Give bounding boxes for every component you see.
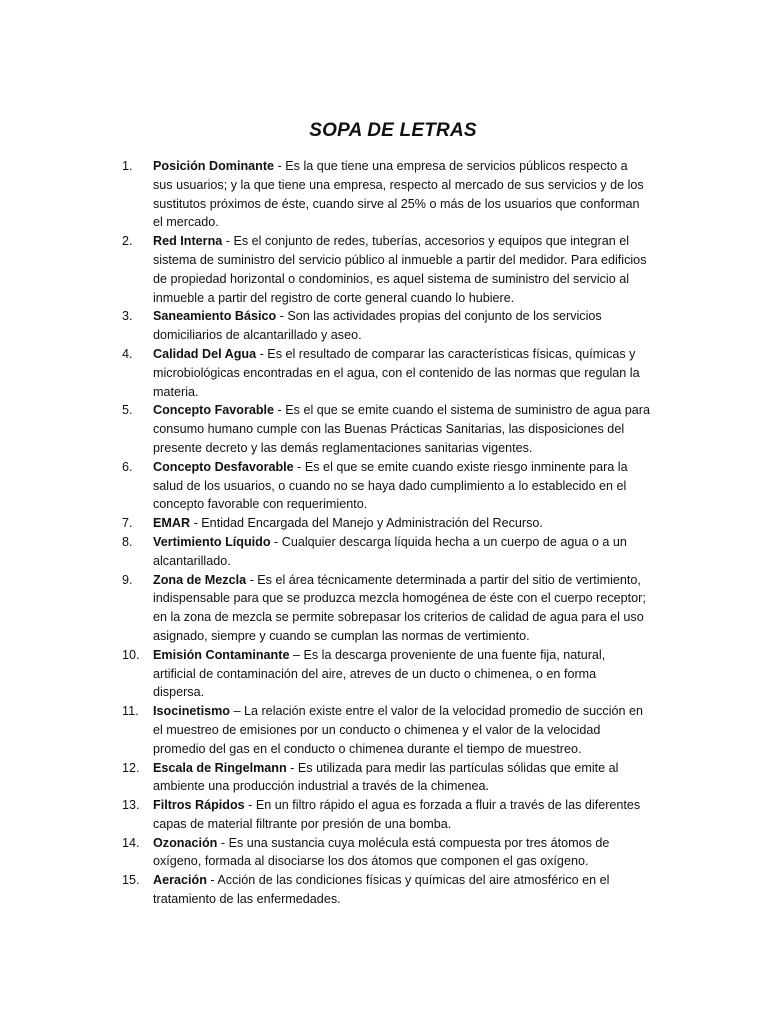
item-number: 7. <box>122 516 133 531</box>
item-number: 13. <box>122 798 140 813</box>
item-term: Isocinetismo <box>153 704 230 719</box>
item-definition: - Es utilizada para medir las partículas sólidas que emite al ambiente una producción industrial a través de la chimenea. <box>153 760 619 794</box>
item-definition: - Es el que se emite cuando existe riesgo inminente para la salud de los usuarios, o cuando no se haya dado cumplimiento a lo establecido en el concepto favorable con requerimiento. <box>153 459 628 512</box>
item-term: Red Interna <box>153 234 223 249</box>
item-term: Vertimiento Líquido <box>153 534 271 549</box>
item-definition: – La relación existe entre el valor de la velocidad promedio de succión en el muestreo de emisiones por un conducto o chimenea y el valor de la velocidad promedio del gas en el conducto o chimenea durante el tiempo de muestreo. <box>153 704 644 756</box>
list-item <box>122 834 650 872</box>
item-number: 1. <box>122 159 133 173</box>
item-number: 12. <box>122 760 140 775</box>
item-number: 11. <box>122 704 139 719</box>
list-item <box>122 796 650 834</box>
item-number: 2. <box>122 234 133 249</box>
item-definition: - Es el resultado de comparar las características físicas, químicas y microbiológicas encontradas en el agua, con el contenido de las normas que regulan la materia. <box>153 346 640 399</box>
list-item <box>122 157 650 232</box>
item-term: Saneamiento Básico <box>153 309 277 324</box>
list-item <box>122 458 650 514</box>
item-term: Concepto Desfavorable <box>153 459 294 474</box>
item-definition: - Es el que se emite cuando el sistema de suministro de agua para consumo humano cumple con las Buenas Prácticas Sanitarias, las disposiciones del presente decreto y las demás reglamentaciones sanitarias vigentes. <box>153 403 650 455</box>
page-title: SOPA DE LETRAS <box>309 120 477 141</box>
glossary-list <box>122 157 650 909</box>
item-definition: – Es la descarga proveniente de una fuente fija, natural, artificial de contaminación del aire, atreves de un ducto o chimenea, o en forma dispersa. <box>153 647 606 700</box>
list-item <box>122 571 650 646</box>
item-term: EMAR <box>153 516 191 531</box>
item-term: Filtros Rápidos <box>153 798 245 813</box>
item-number: 15. <box>122 873 140 888</box>
item-number: 8. <box>122 534 133 549</box>
item-number: 9. <box>122 572 133 587</box>
item-number: 6. <box>122 459 133 474</box>
item-definition: - Entidad Encargada del Manejo y Administración del Recurso. <box>190 516 543 531</box>
list-item <box>122 232 650 307</box>
item-term: Escala de Ringelmann <box>153 760 287 775</box>
item-term: Emisión Contaminante <box>153 647 290 662</box>
list-item <box>122 646 650 702</box>
list-item <box>122 871 650 909</box>
item-term: Aeración <box>153 873 207 888</box>
item-definition: - Acción de las condiciones físicas y químicas del aire atmosférico en el tratamiento de las enfermedades. <box>153 873 610 907</box>
item-definition: - En un filtro rápido el agua es forzada a fluir a través de las diferentes capas de material filtrante por presión de una bomba. <box>153 798 641 831</box>
item-definition: - Es una sustancia cuya molécula está compuesta por tres átomos de oxígeno, formada al disociarse los dos átomos que componen el gas oxígeno. <box>153 835 610 869</box>
item-term: Posición Dominante <box>153 159 275 173</box>
item-number: 4. <box>122 346 133 361</box>
item-term: Zona de Mezcla <box>153 572 247 587</box>
item-term: Concepto Favorable <box>153 403 275 418</box>
item-definition: - Es la que tiene una empresa de servicios públicos respecto a sus usuarios; y la que tiene una empresa, respecto al mercado de sus servicios y de los sustitutos próximos de éste, cuando sirve al 25% o más de los usuarios que conforman el mercado. <box>153 159 644 230</box>
item-term: Calidad Del Agua <box>153 346 257 361</box>
item-term: Ozonación <box>153 835 218 850</box>
item-definition: - Cualquier descarga líquida hecha a un cuerpo de agua o a un alcantarillado. <box>153 534 627 568</box>
item-number: 5. <box>122 403 133 418</box>
list-item <box>122 514 650 533</box>
list-item <box>122 401 650 457</box>
item-definition: - Es el área técnicamente determinada a partir del sitio de vertimiento, indispensable para que se produzca mezcla homogénea de éste con el cuerpo receptor; en la zona de mezcla se permite sobrepasar los criterios de calidad de agua para el uso asignado, siempre y cuando se cumplan las normas de vertimiento. <box>153 572 646 643</box>
item-number: 3. <box>122 309 133 324</box>
list-item <box>122 307 650 345</box>
list-item <box>122 702 650 758</box>
item-definition: - Es el conjunto de redes, tuberías, accesorios y equipos que integran el sistema de suministro del servicio público al inmueble a partir del medidor. Para edificios de propiedad horizontal o condominios, es aquel sistema de suministro del servicio al inmueble a partir del registro de corte general cuando lo hubiere. <box>153 234 647 305</box>
list-item <box>122 533 650 571</box>
item-number: 10. <box>122 647 140 662</box>
list-item <box>122 759 650 797</box>
list-item <box>122 345 650 401</box>
item-number: 14. <box>122 835 140 850</box>
item-definition: - Son las actividades propias del conjunto de los servicios domiciliarios de alcantarillado y aseo. <box>153 309 602 343</box>
